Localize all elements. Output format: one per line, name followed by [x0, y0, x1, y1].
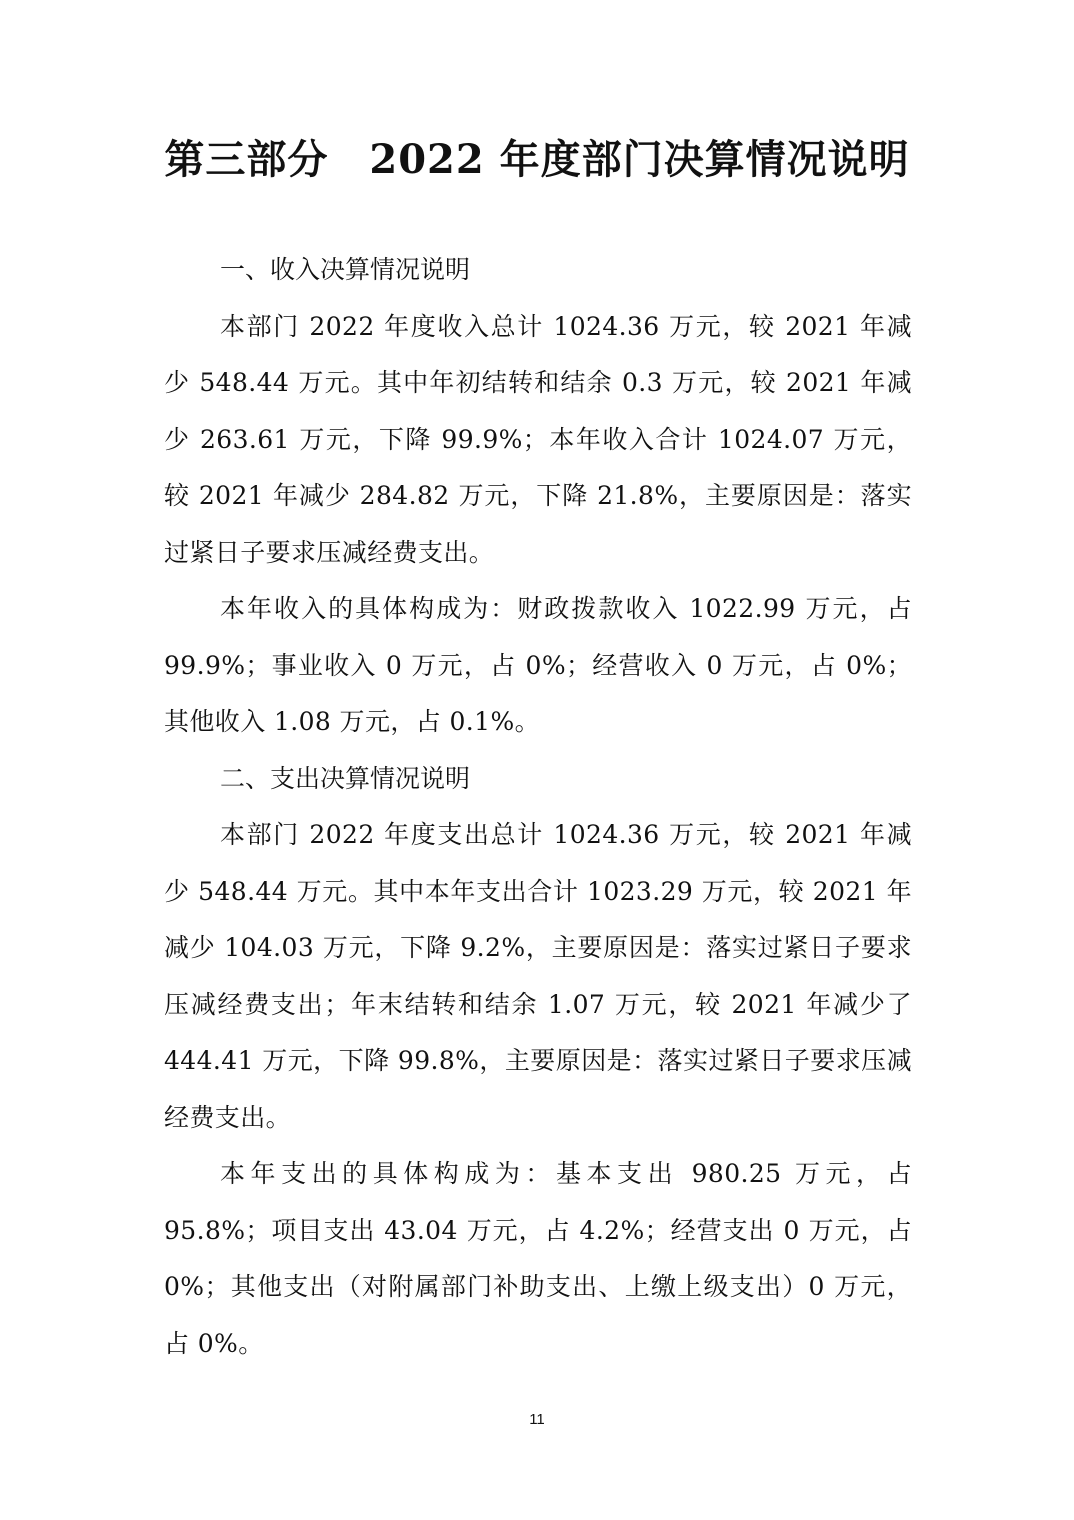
paragraph-expenditure-total: 本部门 2022 年度支出总计 1024.36 万元，较 2021 年减少 548.44 万元。其中本年支出合计 1023.29 万元，较 2021 年减少 104.03 万元，下降 9.2%，主要原因是：落实过紧日子要求压减经费支出；年末结转和结余 1.07 万元，较 2021 年减少了 444.41 万元，下降 99.8%，主要原因是：落实过紧日子要求压减经费支出。: [164, 820, 912, 1132]
page-title: 第三部分 2022 年度部门决算情况说明: [164, 136, 910, 183]
document-body: [164, 242, 912, 1372]
paragraph-income-composition: 本年收入的具体构成为：财政拨款收入 1022.99 万元，占 99.9%；事业收入 0 万元，占 0%；经营收入 0 万元，占 0%；其他收入 1.08 万元，占 0.1%。: [164, 594, 912, 736]
page-number: 11: [529, 1411, 545, 1428]
section-expenditure: [164, 751, 912, 1373]
paragraph-income-total: 本部门 2022 年度收入总计 1024.36 万元，较 2021 年减少 548.44 万元。其中年初结转和结余 0.3 万元，较 2021 年减少 263.61 万元，下降 99.9%；本年收入合计 1024.07 万元，较 2021 年减少 284.82 万元，下降 21.8%，主要原因是：落实过紧日子要求压减经费支出。: [164, 311, 912, 567]
section-heading-income: 一、收入决算情况说明: [220, 255, 471, 284]
section-heading-expenditure: 二、支出决算情况说明: [220, 763, 471, 793]
paragraph-expenditure-composition: 本年支出的具体构成为：基本支出 980.25 万元，占 95.8%；项目支出 43.04 万元，占 4.2%；经营支出 0 万元，占 0%；其他支出（对附属部门补助支出、上缴上级支出）0 万元，占 0%。: [164, 1159, 912, 1358]
section-income: [164, 242, 912, 751]
